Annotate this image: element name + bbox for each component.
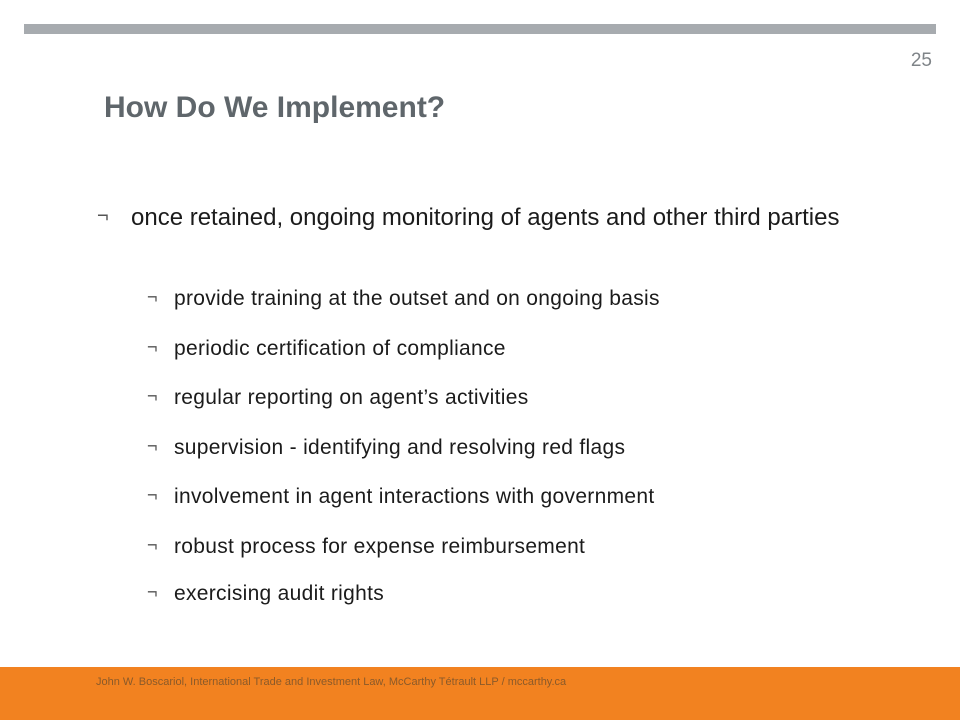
sub-bullet-text: involvement in agent interactions with government: [174, 485, 655, 508]
main-bullet: [97, 203, 907, 232]
sub-bullet: [147, 386, 529, 410]
bullet-marker: ¬: [147, 386, 158, 406]
bullet-marker: ¬: [147, 535, 158, 555]
sub-bullet-text: provide training at the outset and on ongoing basis: [174, 287, 660, 310]
sub-bullet: [147, 436, 625, 460]
sub-bullet-text: supervision - identifying and resolving red flags: [174, 436, 626, 459]
sub-bullet-text: exercising audit rights: [174, 582, 384, 605]
slide-title: How Do We Implement?: [104, 91, 446, 124]
bullet-marker: ¬: [147, 485, 158, 505]
bullet-marker: ¬: [97, 205, 109, 227]
main-bullet-text: once retained, ongoing monitoring of agents and other third parties: [131, 204, 840, 231]
sub-bullet: [147, 337, 506, 361]
sub-bullet: [147, 582, 384, 606]
sub-bullet: [147, 485, 654, 509]
sub-bullet: [147, 287, 660, 311]
bullet-marker: ¬: [147, 436, 158, 456]
footer-credit: John W. Boscariol, International Trade and Investment Law, McCarthy Tétrault LLP / mccarthy.ca: [96, 676, 567, 688]
footer-bar: [0, 667, 960, 720]
top-divider-bar: [24, 24, 936, 34]
sub-bullet: [147, 535, 585, 559]
bullet-marker: ¬: [147, 337, 158, 357]
sub-bullet-text: periodic certification of compliance: [174, 337, 506, 360]
sub-bullet-text: robust process for expense reimbursement: [174, 535, 586, 558]
page-number: 25: [910, 50, 932, 71]
bullet-marker: ¬: [147, 287, 158, 307]
bullet-marker: ¬: [147, 582, 158, 602]
sub-bullet-text: regular reporting on agent’s activities: [174, 386, 529, 409]
